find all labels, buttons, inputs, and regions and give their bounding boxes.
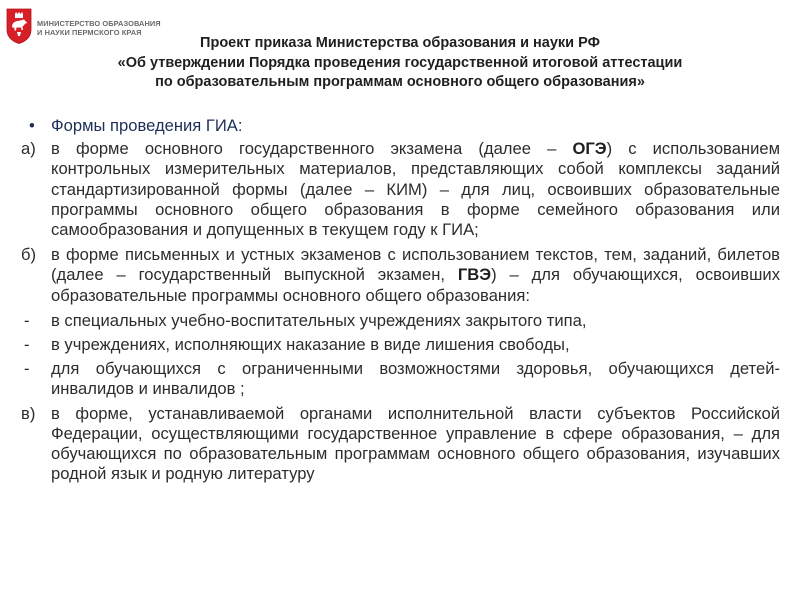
page-title: [0, 34, 800, 93]
section-heading-text: Формы проведения ГИА:: [51, 116, 243, 135]
dash-marker: -: [24, 359, 30, 379]
title-line-1: Проект приказа Министерства образования и науки РФ: [200, 35, 600, 51]
item-marker: а): [21, 139, 36, 159]
dash-item-text: в учреждениях, исполняющих наказание в виде лишения свободы,: [51, 335, 570, 355]
list-item-b: [21, 245, 780, 306]
dash-item: [21, 311, 780, 331]
list-item-c: [21, 404, 780, 485]
list-item-a: [21, 139, 780, 240]
slide-content: [21, 116, 780, 487]
bullet-marker: •: [29, 116, 35, 135]
item-text: ) – для обучающихся, освоивших образовательные программы основного общего образования:: [51, 265, 780, 305]
dash-item-text: в специальных учебно-воспитательных учреждениях закрытого типа,: [51, 310, 587, 330]
dash-marker: -: [24, 335, 30, 355]
item-text: в форме письменных и устных экзаменов с использованием текстов, тем, заданий, билетов (далее – государственный выпускной экзамен,: [51, 245, 780, 285]
item-marker: б): [21, 245, 37, 265]
title-line-2: «Об утверждении Порядка проведения государственной итоговой аттестации: [117, 54, 683, 71]
dash-item: [21, 335, 780, 355]
dash-item-text: для обучающихся с ограниченными возможностями здоровья, обучающихся детей-инвалидов и инвалидов ;: [51, 359, 780, 399]
logo-line-2: И НАУКИ ПЕРМСКОГО КРАЯ: [37, 28, 142, 37]
item-marker: в): [21, 403, 36, 423]
item-text: в форме, устанавливаемой органами исполнительной власти субъектов Российской Федерации, осуществляющими государственное управление в сфере образования, – для обучающихся по образовательным программам основного общего образования, изучавших родной язык и родную литературу: [51, 403, 780, 484]
item-bold-term: ОГЭ: [572, 139, 607, 159]
section-heading: [21, 116, 780, 136]
item-text: ) с использованием контрольных измерительных материалов, представляющих собой комплексы заданий стандартизированной формы (далее – КИМ) – для лиц, освоивших образовательные программы основного общего образования в форме семейного образования или самообразования и допущенных в текущем году к ГИА;: [51, 139, 780, 240]
dash-marker: -: [24, 310, 30, 330]
logo-line-1: МИНИСТЕРСТВО ОБРАЗОВАНИЯ: [37, 19, 161, 28]
item-bold-term: ГВЭ: [457, 265, 492, 285]
item-text: в форме основного государственного экзамена (далее –: [51, 139, 573, 159]
dash-item: [21, 359, 780, 399]
title-line-3: по образовательным программам основного общего образования»: [155, 74, 645, 90]
